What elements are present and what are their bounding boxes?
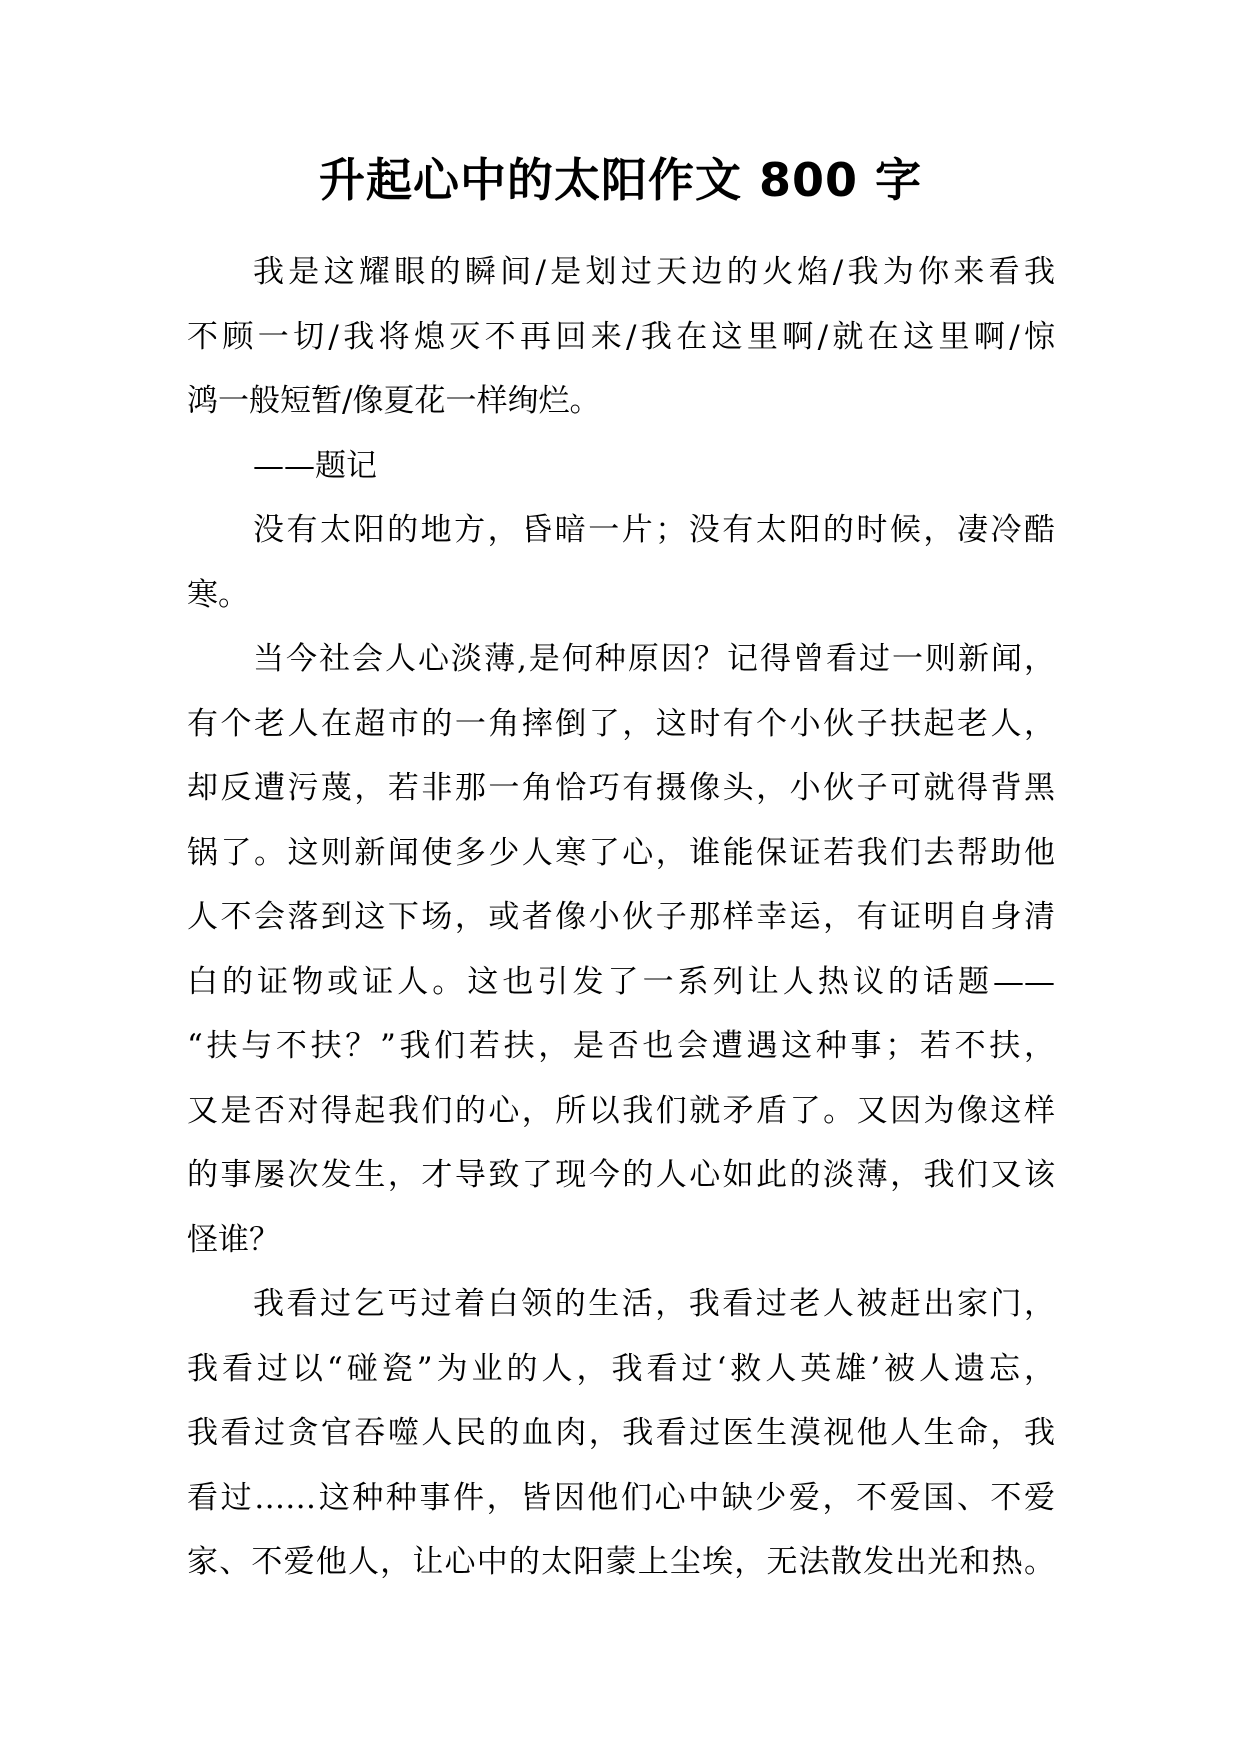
body-text-line: 白的证物或证人。这也引发了一系列让人热议的话题—— [187, 963, 1055, 1000]
body-text-line: 寒。 [187, 576, 249, 613]
body-text-line: 不顾一切/我将熄灭不再回来/我在这里啊/就在这里啊/惊 [187, 318, 1055, 355]
body-text-line: 看过……这种种事件，皆因他们心中缺少爱，不爱国、不爱 [187, 1479, 1055, 1516]
body-text-line: 鸿一般短暂/像夏花一样绚烂。 [187, 383, 601, 419]
body-text-line: ——题记 [253, 447, 377, 484]
body-text-line: 人不会落到这下场，或者像小伙子那样幸运，有证明自身清 [187, 899, 1055, 935]
body-text-line: 锅了。这则新闻使多少人寒了心，谁能保证若我们去帮助他 [187, 834, 1055, 871]
body-text-line: 我看过乞丐过着白领的生活，我看过老人被赶出家门， [253, 1286, 1055, 1322]
body-text-line: 没有太阳的地方，昏暗一片；没有太阳的时候，凄冷酷 [253, 512, 1055, 548]
body-text-line: 却反遭污蔑，若非那一角恰巧有摄像头，小伙子可就得背黑 [187, 770, 1055, 806]
body-text-line: “扶与不扶？”我们若扶，是否也会遭遇这种事；若不扶， [187, 1028, 1055, 1064]
body-text-line: 当今社会人心淡薄,是何种原因？记得曾看过一则新闻， [253, 641, 1055, 677]
body-text-line: 有个老人在超市的一角摔倒了，这时有个小伙子扶起老人， [187, 705, 1055, 742]
body-text-line: 我是这耀眼的瞬间/是划过天边的火焰/我为你来看我 [253, 254, 1055, 290]
body-text-line: 我看过贪官吞噬人民的血肉，我看过医生漠视他人生命，我 [187, 1415, 1055, 1451]
body-text-line: 我看过以“碰瓷”为业的人，我看过‘救人英雄’被人遗忘， [187, 1350, 1055, 1387]
body-text-line: 家、不爱他人，让心中的太阳蒙上尘埃，无法散发出光和热。 [187, 1544, 1055, 1580]
document-body [187, 240, 1055, 1595]
body-text-line: 又是否对得起我们的心，所以我们就矛盾了。又因为像这样 [187, 1092, 1055, 1129]
document-title: 升起心中的太阳作文 800 字 [318, 153, 923, 207]
body-text-line: 怪谁？ [187, 1221, 280, 1258]
body-text-line: 的事屡次发生，才导致了现今的人心如此的淡薄，我们又该 [187, 1157, 1055, 1193]
